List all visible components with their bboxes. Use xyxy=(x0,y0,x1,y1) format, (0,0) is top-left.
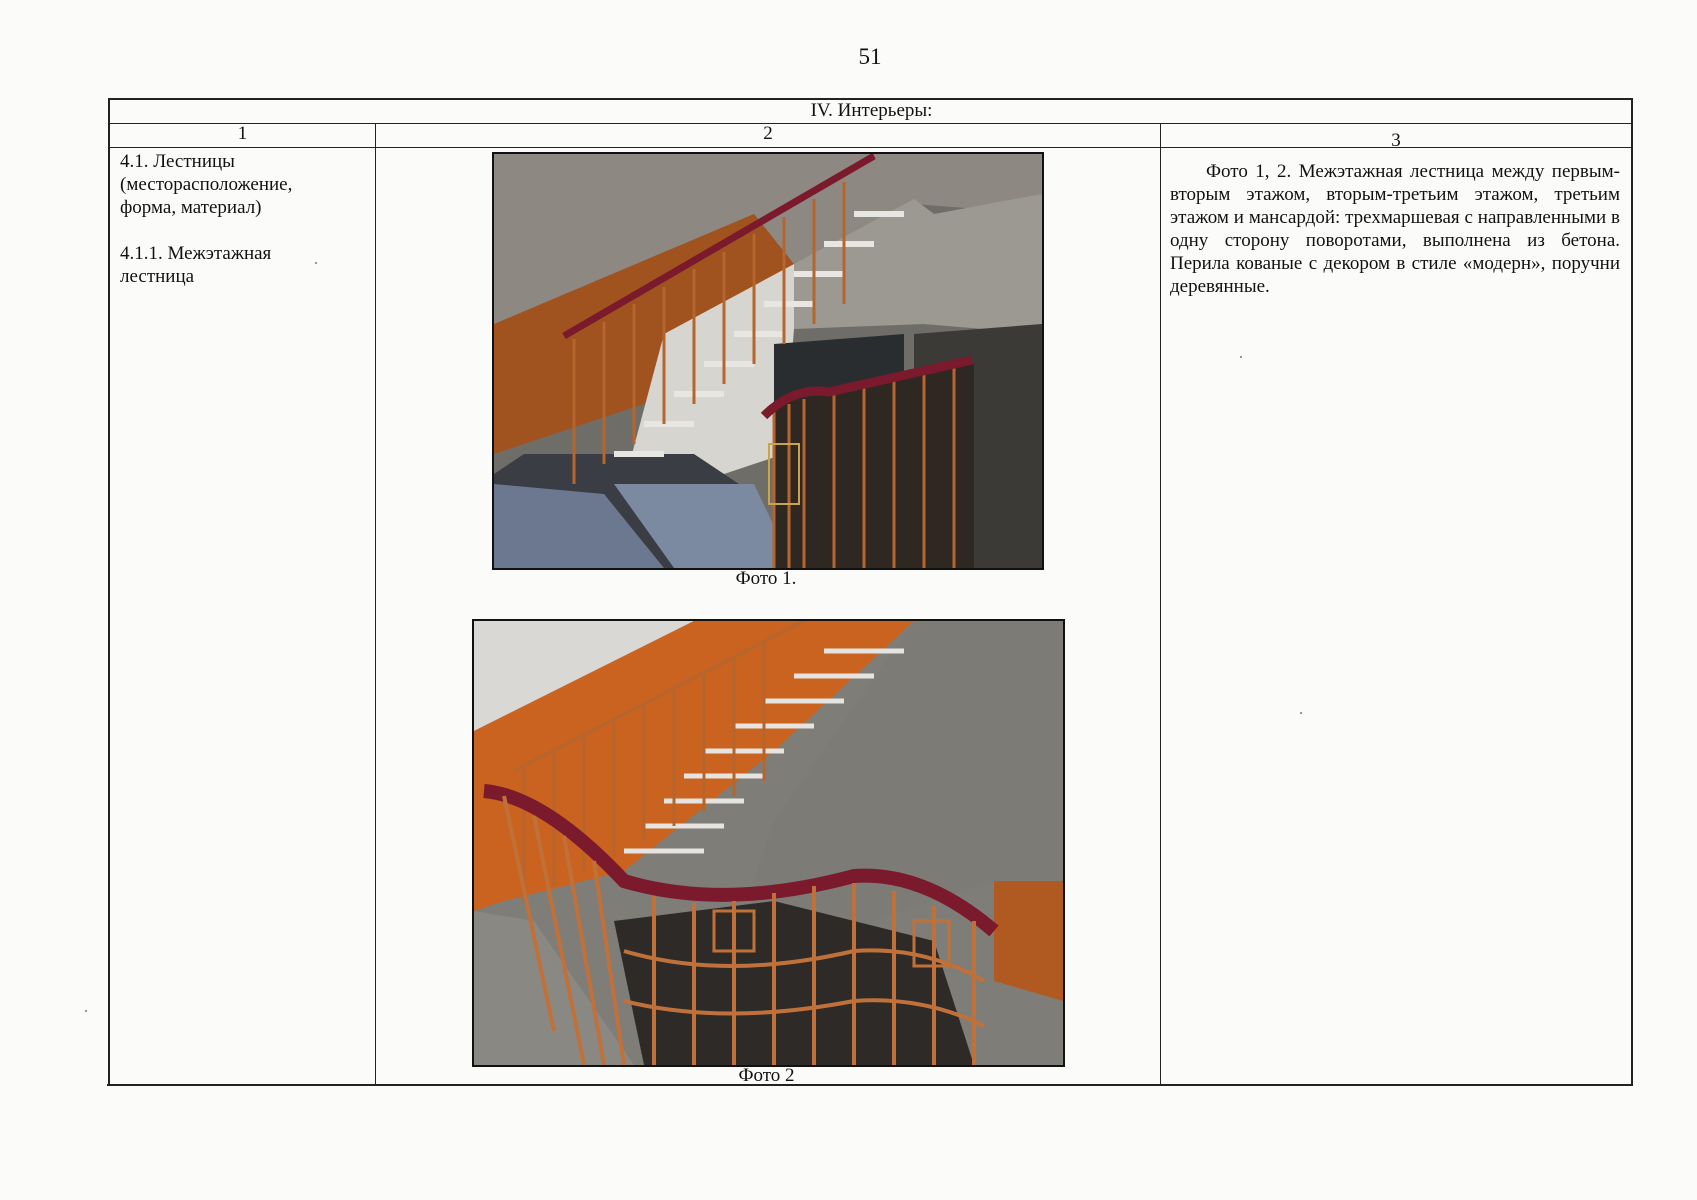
subitem-line: 4.1.1. Межэтажная xyxy=(120,243,272,264)
column-header-2: 2 xyxy=(763,123,773,144)
column-header-3: 3 xyxy=(1391,130,1401,151)
scan-speck xyxy=(315,262,317,264)
subitem-line: лестница xyxy=(120,266,195,287)
photo-2-staircase xyxy=(472,619,1065,1067)
item-heading xyxy=(120,150,370,219)
column-divider-1 xyxy=(375,123,376,1085)
description-text: Фото 1, 2. Межэтажная лестница между первым-вторым этажом, вторым-третьим этажом, третьим этажом и мансардой: трехмаршевая с направленными в одну сторону поворотами, выполнена из бетона. Перила кованые с декором в стиле «модерн», поручни деревянные. xyxy=(1170,161,1620,297)
scan-speck xyxy=(85,1010,87,1012)
subitem-heading xyxy=(120,242,370,288)
scan-speck xyxy=(1300,712,1302,714)
scan-speck xyxy=(1240,356,1242,358)
photo-1-staircase xyxy=(492,152,1044,570)
photo-2-caption: Фото 2 xyxy=(738,1065,795,1086)
section-title: IV. Интерьеры: xyxy=(810,100,933,121)
item-line: 4.1. Лестницы xyxy=(120,151,235,172)
table-left-border xyxy=(108,98,110,1086)
column-divider-2 xyxy=(1160,123,1161,1085)
table-right-border xyxy=(1631,98,1633,1086)
item-line: форма, материал) xyxy=(120,197,262,218)
page-number: 51 xyxy=(858,44,882,69)
photo-1-caption: Фото 1. xyxy=(735,568,797,589)
item-line: (месторасположение, xyxy=(120,174,293,195)
column-header-1: 1 xyxy=(237,123,248,144)
